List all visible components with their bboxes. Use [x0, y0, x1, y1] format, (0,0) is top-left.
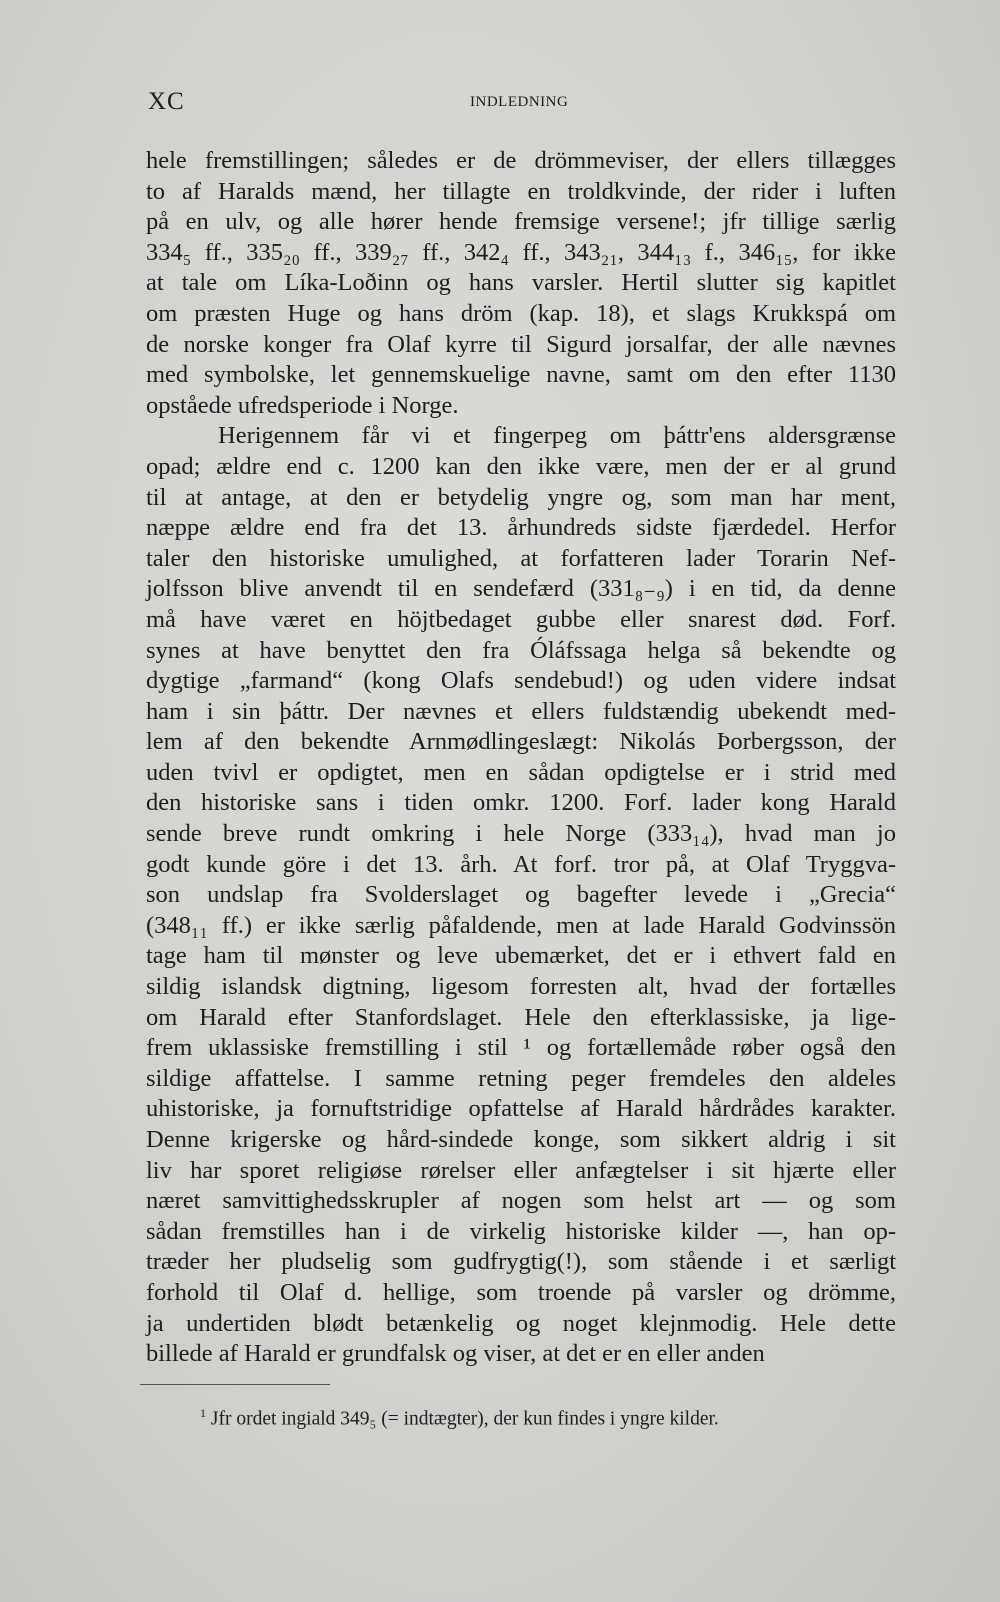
- text-line: liv har sporet religiøse rørelser eller anfægtelser i sit hjærte eller: [146, 1156, 896, 1184]
- page-number: XC: [148, 88, 185, 115]
- text-line: sildige affattelse. I samme retning peger fremdeles den aldeles: [146, 1064, 896, 1092]
- text-line: opståede ufredsperiode i Norge.: [146, 391, 459, 419]
- text-line: dygtige „farmand“ (kong Olafs sendebud!) og uden videre indsat: [146, 667, 896, 695]
- text-line: til at antage, at den er betydelig yngre og, som man har ment,: [146, 483, 896, 511]
- text-line: om præsten Huge og hans dröm (kap. 18), et slags Krukkspá om: [146, 299, 896, 327]
- text-line: forhold til Olaf d. hellige, som troende på varsler og drömme,: [146, 1278, 896, 1306]
- text-line: 334₅ ff., 335₂₀ ff., 339₂₇ ff., 342₄ ff., 343₂₁, 344₁₃ f., 346₁₅, for ikke: [146, 238, 896, 266]
- text-line: på en ulv, og alle hører hende fremsige versene!; jfr tillige særlig: [146, 208, 896, 236]
- text-line: må have været en höjtbedaget gubbe eller snarest død. Forf.: [146, 605, 896, 633]
- text-line: om Harald efter Stanfordslaget. Hele den efterklassiske, ja lige-: [146, 1003, 896, 1031]
- text-line: billede af Harald er grundfalsk og viser, at det er en eller anden: [146, 1340, 765, 1368]
- text-line: sådan fremstilles han i de virkelig historiske kilder —, han op-: [146, 1217, 896, 1245]
- text-line: næret samvittighedsskrupler af nogen som helst art — og som: [146, 1187, 896, 1215]
- text-line: taler den historiske umulighed, at forfatteren lader Torarin Nef-: [146, 544, 896, 572]
- text-line: Herigennem får vi et fingerpeg om þáttr'ens aldersgrænse: [218, 422, 896, 450]
- text-line: den historiske sans i tiden omkr. 1200. Forf. lader kong Harald: [146, 789, 896, 817]
- text-line: frem uklassiske fremstilling i stil ¹ og fortællemåde røber også den: [146, 1034, 896, 1062]
- text-line: synes at have benyttet den fra Óláfssaga helga så bekendte og: [146, 636, 896, 664]
- text-line: ham i sin þáttr. Der nævnes et ellers fuldstændig ubekendt med-: [146, 697, 896, 725]
- text-line: tage ham til mønster og leve ubemærket, det er i ethvert fald en: [146, 942, 896, 970]
- text-line: at tale om Líka-Loðinn og hans varsler. Hertil slutter sig kapitlet: [146, 269, 896, 297]
- text-line: hele fremstillingen; således er de drömmeviser, der ellers tillægges: [146, 147, 896, 174]
- footnote-rule: [140, 1384, 330, 1385]
- page-header: [148, 88, 893, 118]
- text-line: jolfsson blive anvendt til en sendefærd (331₈₋₉) i en tid, da denne: [146, 575, 896, 603]
- footnote-marker: 1: [200, 1406, 206, 1420]
- text-line: godt kunde göre i det 13. årh. At forf. tror på, at Olaf Tryggva-: [146, 850, 896, 878]
- text-line: son undslap fra Svolderslaget og bagefter levede i „Grecia“: [146, 881, 896, 909]
- text-line: sende breve rundt omkring i hele Norge (333₁₄), hvad man jo: [146, 820, 896, 848]
- text-line: uden tvivl er opdigtet, men en sådan opdigtelse er i strid med: [146, 758, 896, 786]
- text-line: opad; ældre end c. 1200 kan den ikke være, men der er al grund: [146, 452, 896, 480]
- text-line: (348₁₁ ff.) er ikke særlig påfaldende, men at lade Harald Godvinssön: [146, 911, 896, 939]
- text-line: ja undertiden blødt betænkelig og noget klejnmodig. Hele dette: [146, 1309, 896, 1337]
- running-head: INDLEDNING: [470, 94, 569, 110]
- text-line: næppe ældre end fra det 13. århundreds sidste fjærdedel. Herfor: [146, 514, 896, 542]
- text-line: uhistoriske, ja fornuftstridige opfattelse af Harald hårdrådes karakter.: [146, 1095, 896, 1123]
- footnote: [200, 1406, 719, 1431]
- text-line: træder her pludselig som gudfrygtig(!), som stående i et særligt: [146, 1248, 896, 1276]
- text-line: de norske konger fra Olaf kyrre til Sigurd jorsalfar, der alle nævnes: [146, 330, 896, 358]
- text-line: sildig islandsk digtning, ligesom forresten alt, hvad der fortælles: [146, 973, 896, 1001]
- footnote-text: Jfr ordet ingiald 349₅ (= indtægter), der kun findes i yngre kilder.: [210, 1408, 719, 1430]
- text-line: to af Haralds mænd, her tillagte en troldkvinde, der rider i luften: [146, 177, 896, 205]
- text-line: med symbolske, let gennemskuelige navne, samt om den efter 1130: [146, 361, 896, 389]
- text-line: lem af den bekendte Arnmødlingeslægt: Nikolás Þorbergsson, der: [146, 728, 896, 756]
- text-line: Denne krigerske og hård-sindede konge, som sikkert aldrig i sit: [146, 1126, 896, 1153]
- body-text: [146, 146, 896, 1370]
